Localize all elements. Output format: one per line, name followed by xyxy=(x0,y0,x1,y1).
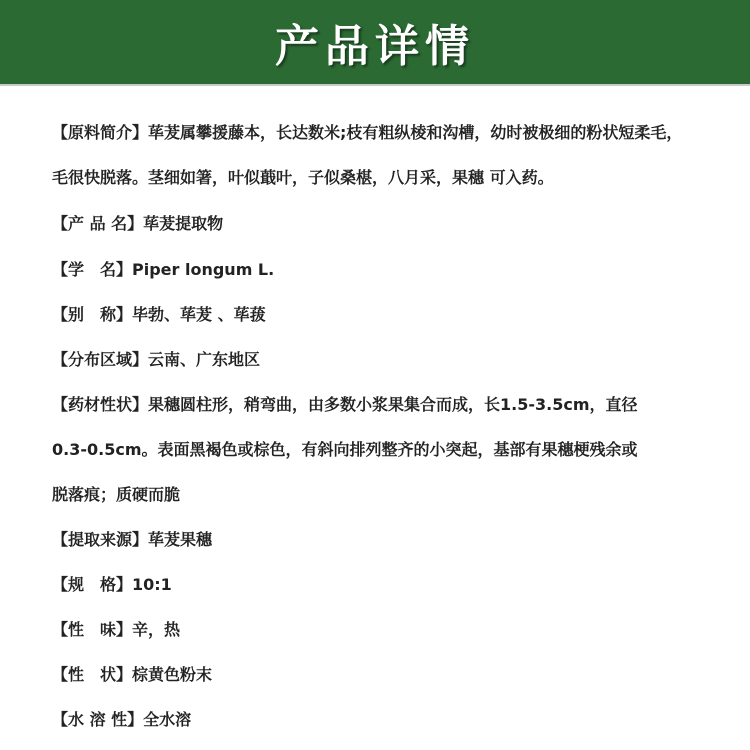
traits-line-1: 【药材性状】果穗圆柱形，稍弯曲，由多数小浆果集合而成，长1.5-3.5cm，直径 xyxy=(52,395,638,414)
appearance-row: 【性 状】棕黄色粉末 xyxy=(52,665,213,684)
traits-line-2: 0.3-0.5cm。表面黑褐色或棕色，有斜向排列整齐的小突起，基部有果穗梗残余或 xyxy=(52,440,638,459)
intro-line-2: 毛很快脱落。茎细如箸，叶似蕺叶，子似桑椹，八月采，果穗 可入药。 xyxy=(52,168,554,187)
taste-row: 【性 味】辛，热 xyxy=(52,620,181,639)
alias-row: 【别 称】毕勃、荜茇 、荜菝 xyxy=(52,305,266,324)
page-title: 产品详情 xyxy=(275,21,475,72)
traits-line-3: 脱落痕；质硬而脆 xyxy=(52,485,181,504)
spec-row: 【规 格】10:1 xyxy=(52,575,172,594)
product-name-row: 【产 品 名】荜茇提取物 xyxy=(52,214,224,233)
intro-line-1: 【原料简介】荜茇属攀援藤本，长达数米;枝有粗纵棱和沟槽，幼时被极细的粉状短柔毛， xyxy=(52,123,683,142)
header-banner xyxy=(0,0,750,86)
scientific-name-row: 【学 名】Piper longum L. xyxy=(52,260,275,279)
distribution-row: 【分布区域】云南、广东地区 xyxy=(52,350,261,369)
source-row: 【提取来源】荜茇果穗 xyxy=(52,530,213,549)
solubility-row: 【水 溶 性】全水溶 xyxy=(52,710,192,729)
